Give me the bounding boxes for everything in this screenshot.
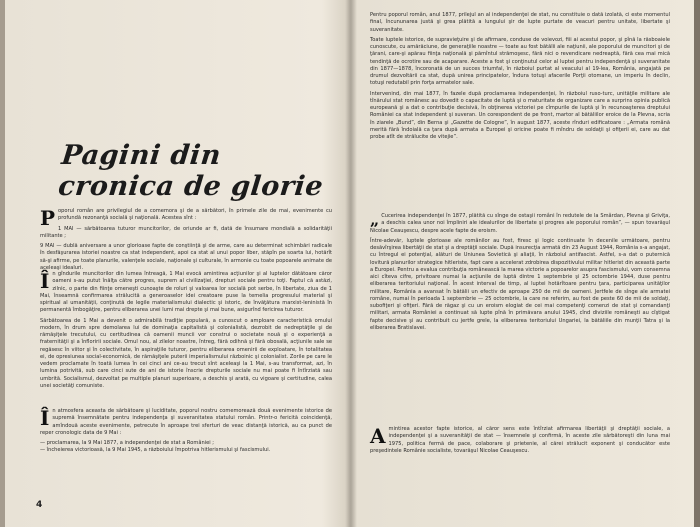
book-gutter: [345, 0, 357, 527]
paragraph: Cucerirea independenţei în 1877, plătită cu sînge de ostaşii români în redutele de la Smârdan, Plevna şi Griviţa, a deschis calea unor noi împliniri ale idealurilor de libertate şi progres ale poporului român”, — spun tovarăşul Nicolae Ceauşescu, despre acele fapte de eroism.: [370, 213, 670, 234]
paragraph: Toate luptele istorice, de supravieţuire şi de afirmare, conduse de voievozi, fiii ai acestui popor, şi pînă la răsboaiele cunoscute, cu amărăciune, de generaţiile noastre — toate au fost bătălii ale naţiunii, ale poporului de muncitori şi de ţărani, care-şi apărau fiinţa naţională şi pămîntul strămoşesc, fără nici o revendicare nedreaptă, fără cea mai mică tendinţă de ocrotire sau de acaparare. Aceste a fost şi conţinutul celor al luptei pentru independenţă şi suveranitate din 1877—1878, încoronată de un succes triumfal, în războiul purtat al veacului al 19-lea, România, angajată pe drumul dezvoltării ca stat, după unirea principatelor, îndura totuşi afacerile Porţii otomane, un imperiu în declin, totuşi redutabil prin forţa armatelor sale.: [370, 36, 670, 87]
paragraph: 9 MAI — dublă aniversare a unor glorioase fapte de conştiinţă şi de arme, care au determinat schimbări radicale în desfăşurarea istoriei noastre ca stat independent, apoi ca stat al unui popor liber, stăpîn pe soarta lui, hotărît să-şi afirme, pe toate planurile, valenţele sociale, naţionale şi culturale, în armonie cu toate popoarele animate de aceleaşi idealuri.: [40, 243, 332, 271]
paragraph: n atmosfera aceasta de sărbătoare şi luciditate, poporul nostru comemorează două evenimente istorice de supremă însemnătate pentru independenţa şi suveranitatea statului român. Printr-o fericită coincidenţă, amîndouă aceste evenimente, petrecute în aproape trei sferturi de veac distanţă istorică, au ca punct de reper cronologic data de 9 Mai :: [40, 408, 332, 436]
closing-block: [370, 426, 670, 458]
paragraph: — proclamarea, la 9 Mai 1877, a independenţei de stat a României ;: [40, 440, 214, 446]
paragraph: oporul român are privilegiul de a comemora şi de a sărbători, în primele zile de mai, evenimente cu profundă rezonanţă socială şi naţională. Acestea sînt :: [58, 208, 332, 222]
paragraph: Între-adevăr, luptele glorioase ale românilor au fost, firesc şi logic continuate în decenile următoare, pentru desăvîrşirea libertăţii de stat şi a dreptăţii sociale. După insurecţia armată din 23 August 1944, România s-a angajat, cu întregul ei potenţial, alături de Uniunea Sovietică şi aliaţii, în războiul antifascist. Astfel, s-a dat o puternică lovitură planurilor strategice hitleriste, fapt care a accelerat zdrobirea dispozitivului militar hitlerist din această parte a Europei. Pentru a evalua contribuţia românească la marea victorie a popoarelor asupra fascismului, vom consemna aici cîteva cifre, privitoare numai la acţiunile de luptă dintre 1 septembrie şi 25 octombrie 1944, duse pentru eliberarea teritoriului naţional. În acest interval de timp, al luptei hotărîtoare pentru ţara, participarea unităţilor militare, România a avansat în bătălii un efectiv de aproape 250 de mii de oameni. Jertfele de sînge ale armatei române, numai în perioada 1 septembrie — 25 octombrie, la care ne referim, au fost de peste 60 de mii de soldaţi, subofiţeri şi ofiţeri. Fără de răgaz şi cu un eroism elogiat de cei mai competenţi comenzi de stat şi comandanţi militari, armata României a continuat să lupte pînă în primăvara anului 1945, cînd diviziile româneşti au cîştigat fapte decisive şi au contribuit cu jertfe grele, la eliberarea teritoriului Ungariei, la bătăliile din munţii Tatra şi la eliberarea Bratislavei.: [370, 237, 670, 331]
page-number: 4: [36, 500, 43, 510]
paragraph: 1 MAI — sărbătoarea tuturor muncitorilor, de oriunde ar fi, dată de însumare mondială a solidarităţii militante ;: [40, 225, 332, 239]
paragraph: — încheierea victorioasă, la 9 Mai 1945, a războiului împotriva hitlerismului şi fascismului.: [40, 447, 271, 454]
dropcap: Î: [40, 269, 50, 293]
paragraph: n gîndurile muncitorilor din lumea întreagă, 1 Mai evocă amintirea acţiunilor şi al luptelor dătătoare căror oameni s-au putut înălţa către progres, suprem al civilizaţiei, drepturi sociale pentru toţi. Faptul că astăzi, zilnic, o parte din fiinţe omeneşti cunoaşte de roluri şi valoarea lor socială pot serbe, în libertate, ziua de 1 Mai, înseamnă confirmarea strălucită a generoaselor idei creatoare puse la temelia progresului material şi spiritual al umanităţii, conţinută de legile materialismului dialectic şi istoric, de învăţătura marxist-leninistă în permanentă îmbogăţire, pentru eliberarea unei lumi mai drepte şi mai bune, asigurînd fericirea tuturor.: [40, 271, 332, 314]
intro-block: [40, 208, 332, 275]
page-title: Pagini din cronica de glorie: [56, 140, 325, 202]
book-edge-right: [694, 0, 700, 527]
dropcap: Î: [40, 406, 50, 430]
quote-block: [370, 210, 670, 335]
paragraph: mintirea acestor fapte istorice, al căror sens este întîrziat afirmarea libertăţii şi dreptăţii sociale, a independenţei şi a suveranităţii de stat — însemnele şi confirmă, în aceste zile sărbătoreşti din luna mai 1975, politica fermă de pace, colaborare şi prietenie, al cărei strălucit exponent şi conducător este preşedintele Românie socialiste, tovarăşul Nicolae Ceauşescu.: [370, 426, 670, 454]
may-ninth-block: [40, 408, 332, 458]
may-day-block: [40, 271, 332, 393]
quote-mark: „: [370, 210, 380, 229]
dropcap: P: [40, 206, 56, 230]
independence-block: [370, 12, 670, 144]
book-edge-left: [0, 0, 5, 527]
dropcap: A: [370, 424, 386, 448]
right-page: [360, 0, 690, 527]
paragraph: Intervenind, din mai 1877, în fazele după proclamarea independenţei, în războiul ruso-turc, unităţile militare ale tînărului stat românesc au dovedit o capacitate de luptă şi o maturitate de organizare care a surprins opinia publică europeană şi a dat o contribuţie decisivă, în obţinerea victoriei pe cîmpurile de luptă şi în recunoaşterea dreptului României ca stat independent şi suveran. Un corespondent de pe front, martor al bătăliilor eroice de la Plevna, scria în ziarele „Bund”, din Berna şi „Gazette de Cologne”, în august 1877, aceste rînduri edificatoare : „Armata română merită fără îndoială ca ţara după armata a Europei şi oricine poate fi mîndru de soldaţii şi ofiţerii ei, care au dat probe atît de strălucite de vitejie”.: [370, 90, 670, 140]
paragraph: Pentru poporul român, anul 1877, prilejul an al independenţei de stat, nu constituie o dată izolată, ci este momentul final, încununarea justă şi grea plătită a lungului şir de lupte purtate de veacuri pentru unitate, libertate şi suveranitate.: [370, 12, 670, 33]
left-page: [10, 0, 340, 527]
paragraph: Sărbătoarea de 1 Mai a devenit o admirabilă tradiţie populară, a cunoscut o amploare caracteristică omului modern, în drum spre demolarea lui de dominaţia capitalistă şi colonialistă, dezrobit de nedreptăţile şi de rămăşiţele trecutului, cu certitudinea că oamenii muncii vor construi o societate nouă şi o experienţă a fraternităţii şi a înfloririi sociale. Omul nou, al zilelor noastre, întreg, fără odihnă şi fără obosală, acţiunile sale se regăsesc în viitor şi în colectivitate, în aspiraţiile tuturor, pentru eliberarea omenirii de exploatare, în totalitatea ei, de opresiunea social-economică, de rămăşiţele puterii imperialismului războinic şi colonialist. Zorile pe care le vedem proclamate în toată lumea în cei cinci ani ce-au trecut sînt aceleaşi la 1 Mai, s-au transformat, azi, în lumina potrivită, sub care cinci sute de ani de istorie înscrie drepturile sociale nu mai poate fi întîrziată sau umbrită. Socialismul, dezvoltat pe multiple planuri superioare, a deschis şi arată, cu vigoare şi certitudine, calea unei societăţi comuniste.: [40, 317, 332, 389]
